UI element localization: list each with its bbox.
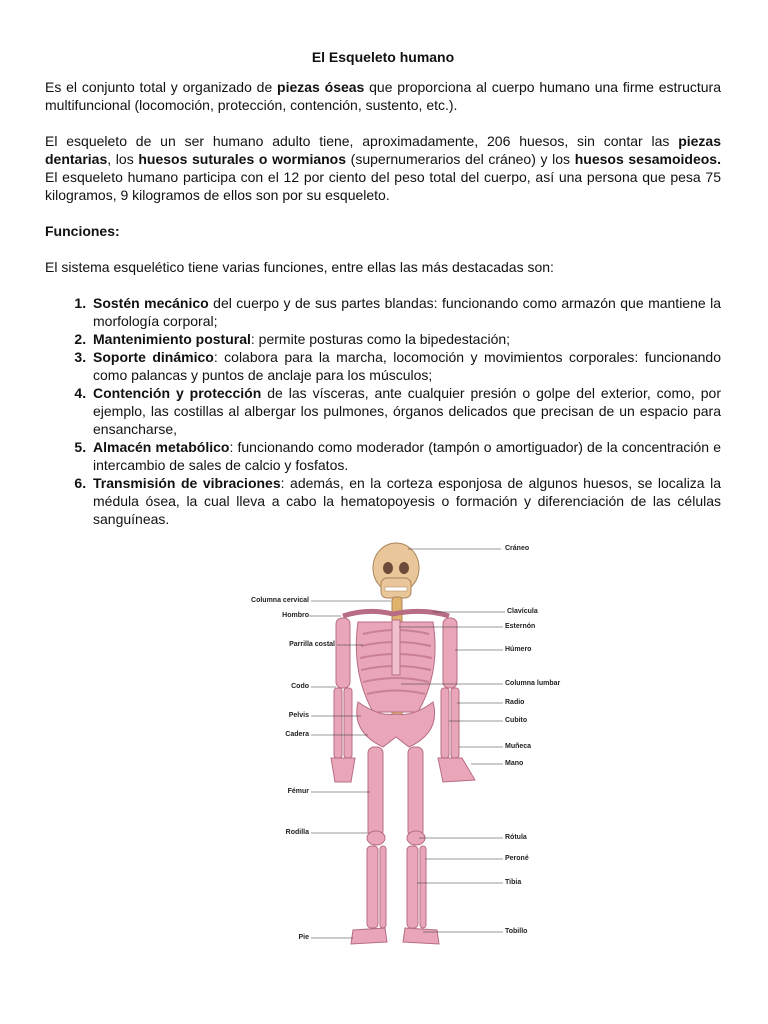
intro-text: que proporciona al cuerpo humano una firme estructura multifuncional (locomoción, protección, contención, sustento, etc.). <box>45 79 722 113</box>
label-cubito: Cubito <box>505 717 528 724</box>
list-item: 2. Mantenimiento postural: permite posturas como la bipedestación; <box>90 330 721 348</box>
label-muneca: Muñeca <box>505 743 532 750</box>
label-esternon: Esternón <box>505 623 536 630</box>
list-item: 3. Soporte dinámico: colabora para la marcha, locomoción y movimientos corporales: funcionando como palancas y puntos de anclaje para los músculos; <box>90 348 721 384</box>
funciones-intro: El sistema esquelético tiene varias funciones, entre ellas las más destacadas son: <box>45 259 554 275</box>
document-page <box>45 48 721 528</box>
label-humero: Húmero <box>505 646 532 653</box>
skeleton-figure <box>233 542 580 958</box>
list-item: 6. Transmisión de vibraciones: además, en la corteza esponjosa de algunos huesos, se localiza la médula ósea, la cual lleva a cabo la hematopoyesis o formación y diferenciación de las células sanguíneas. <box>90 474 721 528</box>
label-columna-cervical: Columna cervical <box>251 597 309 604</box>
bones-bold: huesos sesamoideos. <box>574 151 721 167</box>
list-item: 5. Almacén metabólico: funcionando como moderador (tampón o amortiguador) de la concentración e intercambio de sales de calcio y fosfatos. <box>90 438 721 474</box>
label-craneo: Cráneo <box>505 545 530 552</box>
label-femur: Fémur <box>287 788 309 795</box>
intro-paragraph <box>45 78 721 114</box>
label-rodilla: Rodilla <box>285 829 309 836</box>
label-pelvis: Pelvis <box>288 712 309 719</box>
functions-list <box>45 294 721 528</box>
funciones-heading: Funciones: <box>45 223 120 239</box>
label-hombro: Hombro <box>282 612 309 619</box>
label-tobillo: Tobillo <box>505 928 528 935</box>
list-item: 1. Sostén mecánico del cuerpo y de sus partes blandas: funcionando como armazón que mantiene la morfología corporal; <box>90 294 721 330</box>
label-radio: Radio <box>505 699 525 706</box>
label-cadera: Cadera <box>285 731 309 738</box>
label-mano: Mano <box>505 760 524 767</box>
label-clavicula: Clavícula <box>507 608 538 615</box>
label-columna-lumbar: Columna lumbar <box>505 680 561 687</box>
label-pie: Pie <box>298 934 309 941</box>
bones-paragraph <box>45 132 721 204</box>
bones-text: (supernumerarios del cráneo) y los <box>346 151 575 167</box>
bones-bold: piezas dentarias <box>45 133 721 167</box>
label-rotula: Rótula <box>505 834 527 841</box>
document-title: El Esqueleto humano <box>311 49 455 65</box>
bones-text: , los <box>107 151 139 167</box>
bones-text: El esqueleto humano participa con el 12 por ciento del peso total del cuerpo, así una persona que pesa 75 kilogramos, 9 kilogramos de ellos son por su esqueleto. <box>45 169 721 203</box>
bones-bold: huesos suturales o wormianos <box>138 151 347 167</box>
intro-text: Es el conjunto total y organizado de <box>45 79 278 95</box>
list-item: 4. Contención y protección de las vísceras, ante cualquier presión o golpe del exterior, como, por ejemplo, las costillas al albergar los pulmones, órganos delicados que precisan de un espacio para ensancharse, <box>90 384 721 438</box>
label-tibia: Tibia <box>505 879 522 886</box>
bones-text: El esqueleto de un ser humano adulto tiene, aproximadamente, 206 huesos, sin contar las <box>45 133 679 149</box>
label-parrilla-costal: Parrilla costal <box>289 641 335 648</box>
label-perone: Peroné <box>505 855 529 862</box>
intro-bold: piezas óseas <box>277 79 365 95</box>
label-codo: Codo <box>291 683 309 690</box>
